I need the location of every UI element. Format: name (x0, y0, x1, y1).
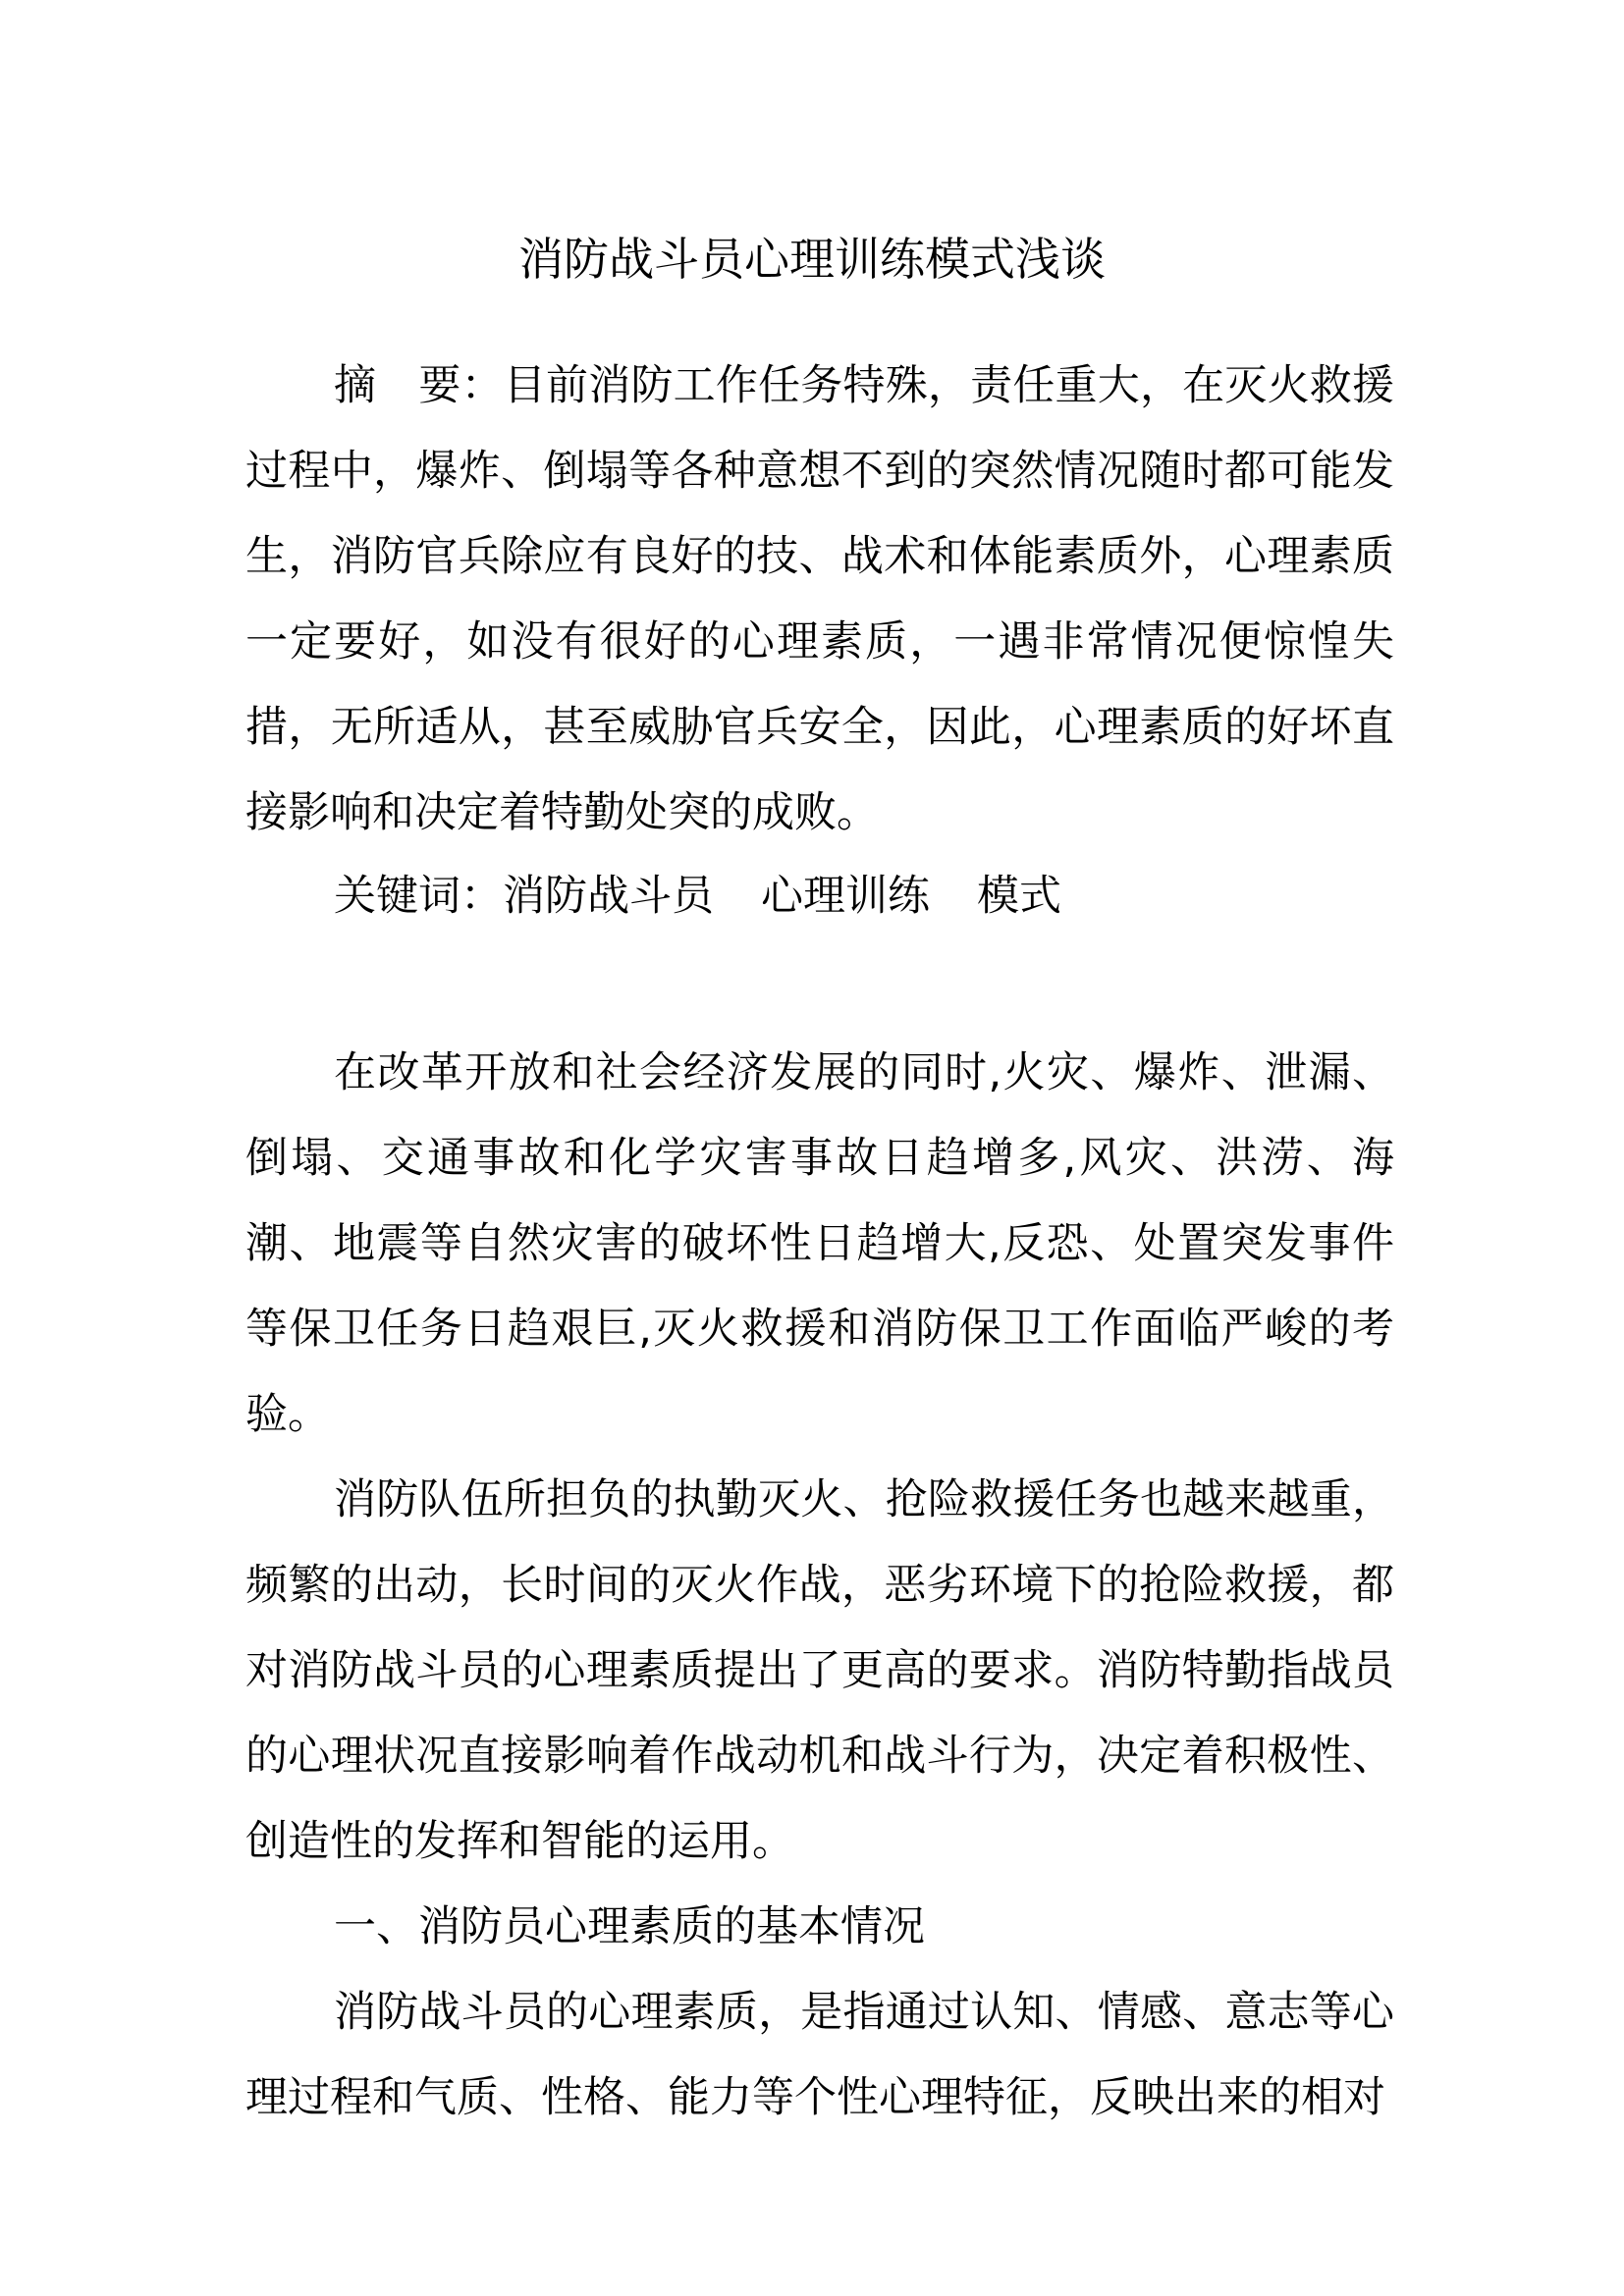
keywords (245, 854, 1394, 939)
paragraph: 消防战斗员的心理素质，是指通过认知、情感、意志等心理过程和气质、性格、能力等个性心理特征，反映出来的相对 (245, 1988, 1394, 2122)
keyword: 消防战斗员 (503, 872, 714, 921)
keywords-label: 关键词： (334, 872, 503, 921)
paragraph: 消防队伍所担负的执勤灭火、抢险救援任务也越来越重，频繁的出动，长时间的灭火作战，恶劣环境下的抢险救援，都对消防战斗员的心理素质提出了更高的要求。消防特勤指战员的心理状况直接影响着作战动机和战斗行为，决定着积极性、创造性的发挥和智能的运用。 (245, 1475, 1394, 1866)
keyword: 心理训练 (761, 872, 930, 921)
keyword: 模式 (977, 872, 1061, 921)
paragraph: 在改革开放和社会经济发展的同时,火灾、爆炸、泄漏、倒塌、交通事故和化学灾害事故日趋增多,风灾、洪涝、海潮、地震等自然灾害的破坏性日趋增大,反恐、处置突发事件等保卫任务日趋艰巨,灭火救援和消防保卫工作面临严峻的考验。 (245, 1048, 1394, 1439)
abstract (245, 344, 1394, 856)
abstract-text: 目前消防工作任务特殊，责任重大，在灭火救援过程中，爆炸、倒塌等各种意想不到的突然情况随时都可能发生，消防官兵除应有良好的技、战术和体能素质外，心理素质一定要好，如没有很好的心理素质，一遇非常情况便惊惶失措，无所适从，甚至威胁官兵安全，因此，心理素质的好坏直接影响和决定着特勤处突的成败。 (245, 361, 1395, 837)
document-title: 消防战斗员心理训练模式浅谈 (518, 233, 1106, 286)
abstract-label: 摘 要： (334, 361, 504, 410)
section-heading: 一、消防员心理素质的基本情况 (334, 1902, 925, 1951)
body-text (245, 1031, 1394, 2141)
